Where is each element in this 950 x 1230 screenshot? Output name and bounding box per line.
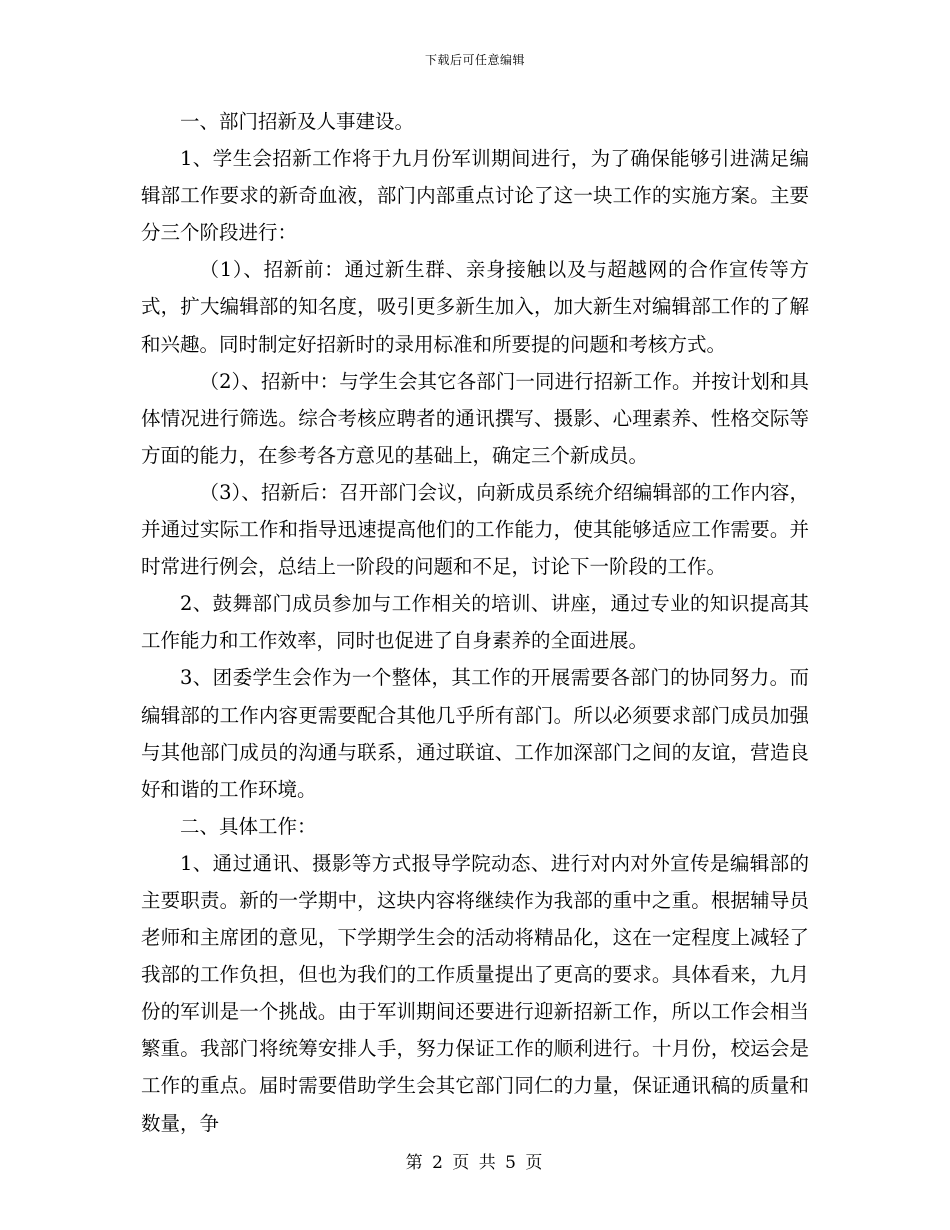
section-heading-specific-work: 二、具体工作：	[180, 814, 317, 838]
paragraph-reporting-duties: 1、通过通讯、摄影等方式报导学院动态、进行对内对外宣传是编辑部的主要职责。新的一学期中，这块内容将继续作为我部的重中之重。根据辅导员老师和主席团的意见，下学期学生会的活动将精品化，这在一定程度上减轻了我部的工作负担，但也为我们的工作质量提出了更高的要求。具体看来，九月份的军训是一个挑战。由于军训期间还要进行迎新招新工作，所以工作会相当繁重。我部门将统筹安排人手，努力保证工作的顺利进行。十月份，校运会是工作的重点。届时需要借助学生会其它部门同仁的力量，保证通讯稿的质量和数量，争	[141, 851, 809, 1135]
document-body	[141, 103, 809, 1142]
paragraph-training: 2、鼓舞部门成员参加与工作相关的培训、讲座，通过专业的知识提高其工作能力和工作效率，同时也促进了自身素养的全面进展。	[141, 592, 809, 653]
paragraph-before-recruitment: （1）、招新前：通过新生群、亲身接触以及与超越网的合作宣传等方式，扩大编辑部的知名度，吸引更多新生加入，加大新生对编辑部工作的了解和兴趣。同时制定好招新时的录用标准和所要提的问题和考核方式。	[141, 258, 809, 356]
paragraph-after-recruitment: （3）、招新后：召开部门会议，向新成员系统介绍编辑部的工作内容，并通过实际工作和指导迅速提高他们的工作能力，使其能够适应工作需要。并时常进行例会，总结上一阶段的问题和不足，讨论下一阶段的工作。	[141, 480, 809, 579]
paragraph-cooperation: 3、团委学生会作为一个整体，其工作的开展需要各部门的协同努力。而编辑部的工作内容更需要配合其他几乎所有部门。所以必须要求部门成员加强与其他部门成员的沟通与联系，通过联谊、工作加深部门之间的友谊，营造良好和谐的工作环境。	[141, 666, 809, 801]
page-number-footer: 第 2 页 共 5 页	[405, 1153, 545, 1173]
paragraph-during-recruitment: （2）、招新中：与学生会其它各部门一同进行招新工作。并按计划和具体情况进行筛选。综合考核应聘者的通讯撰写、摄影、心理素养、性格交际等方面的能力，在参考各方意见的基础上，确定三个新成员。	[141, 369, 809, 467]
paragraph-recruitment-plan: 1、学生会招新工作将于九月份军训期间进行，为了确保能够引进满足编辑部工作要求的新奇血液，部门内部重点讨论了这一块工作的实施方案。主要分三个阶段进行：	[141, 147, 809, 245]
page-header: 下载后可任意编辑	[424, 53, 525, 67]
section-heading-recruitment: 一、部门招新及人事建设。	[180, 110, 415, 133]
